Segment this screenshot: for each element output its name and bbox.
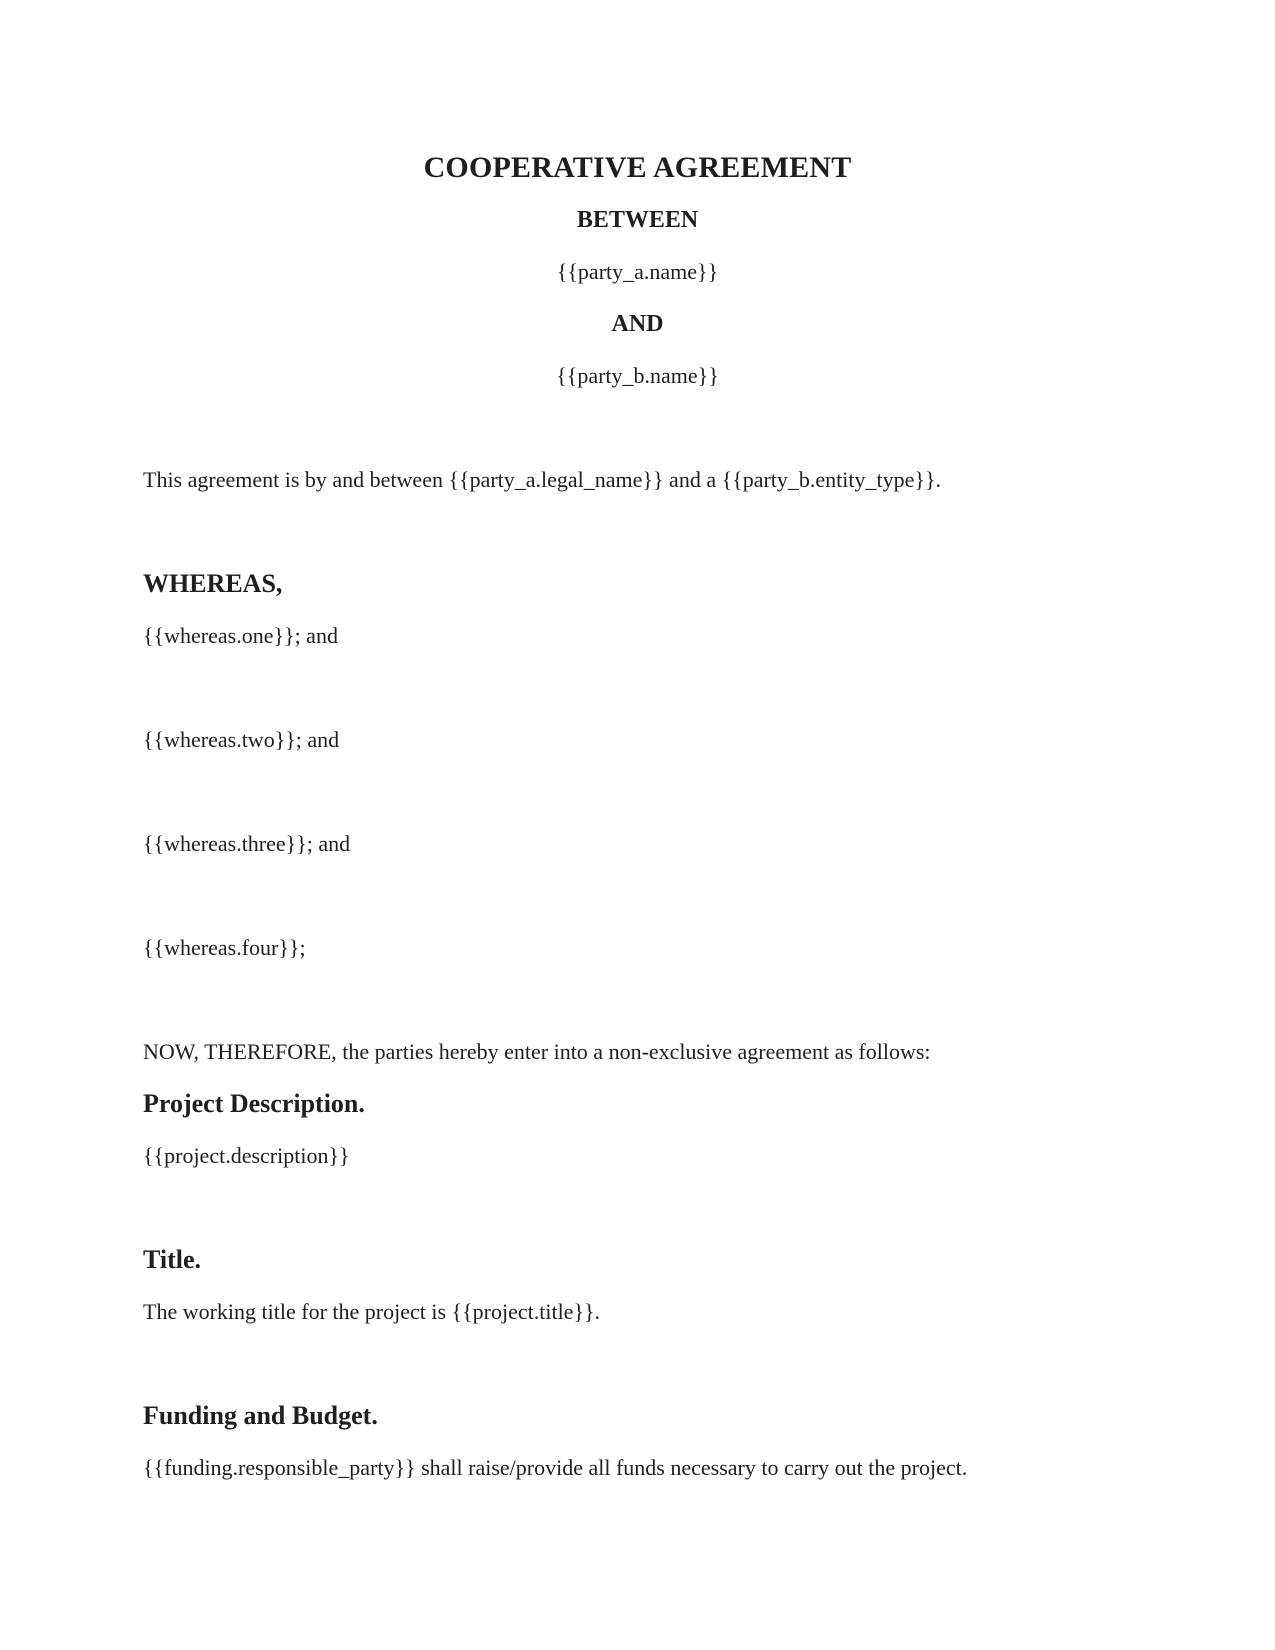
- now-therefore-paragraph: NOW, THEREFORE, the parties hereby enter into a non-exclusive agreement as follows:: [143, 1039, 931, 1064]
- whereas-clause-two: {{whereas.two}}; and: [143, 727, 340, 752]
- and-label: AND: [611, 311, 664, 337]
- section-heading-project-description: Project Description.: [143, 1089, 365, 1118]
- whereas-clause-three: {{whereas.three}}; and: [143, 831, 351, 856]
- section-heading-funding-and-budget: Funding and Budget.: [143, 1401, 378, 1430]
- project-description-placeholder: {{project.description}}: [143, 1143, 350, 1168]
- funding-paragraph: {{funding.responsible_party}} shall raise/provide all funds necessary to carry out the project.: [143, 1455, 968, 1480]
- blank-line: [143, 402, 1132, 454]
- document-title: COOPERATIVE AGREEMENT: [423, 151, 852, 184]
- party-b-name-placeholder: {{party_b.name}}: [556, 363, 719, 388]
- blank-line: [143, 870, 1132, 922]
- blank-line: [143, 1338, 1132, 1390]
- blank-line: [143, 766, 1132, 818]
- whereas-clause-four: {{whereas.four}};: [143, 935, 306, 960]
- blank-line: [143, 1182, 1132, 1234]
- intro-paragraph: This agreement is by and between {{party_a.legal_name}} and a {{party_b.entity_type}}.: [143, 467, 942, 492]
- section-heading-title: Title.: [143, 1245, 202, 1274]
- working-title-paragraph: The working title for the project is {{project.title}}.: [143, 1299, 601, 1324]
- whereas-heading: WHEREAS,: [143, 569, 283, 598]
- party-a-name-placeholder: {{party_a.name}}: [556, 259, 719, 284]
- blank-line: [143, 974, 1132, 1026]
- blank-line: [143, 662, 1132, 714]
- blank-line: [143, 506, 1132, 558]
- between-label: BETWEEN: [576, 207, 699, 233]
- whereas-clause-one: {{whereas.one}}; and: [143, 623, 338, 648]
